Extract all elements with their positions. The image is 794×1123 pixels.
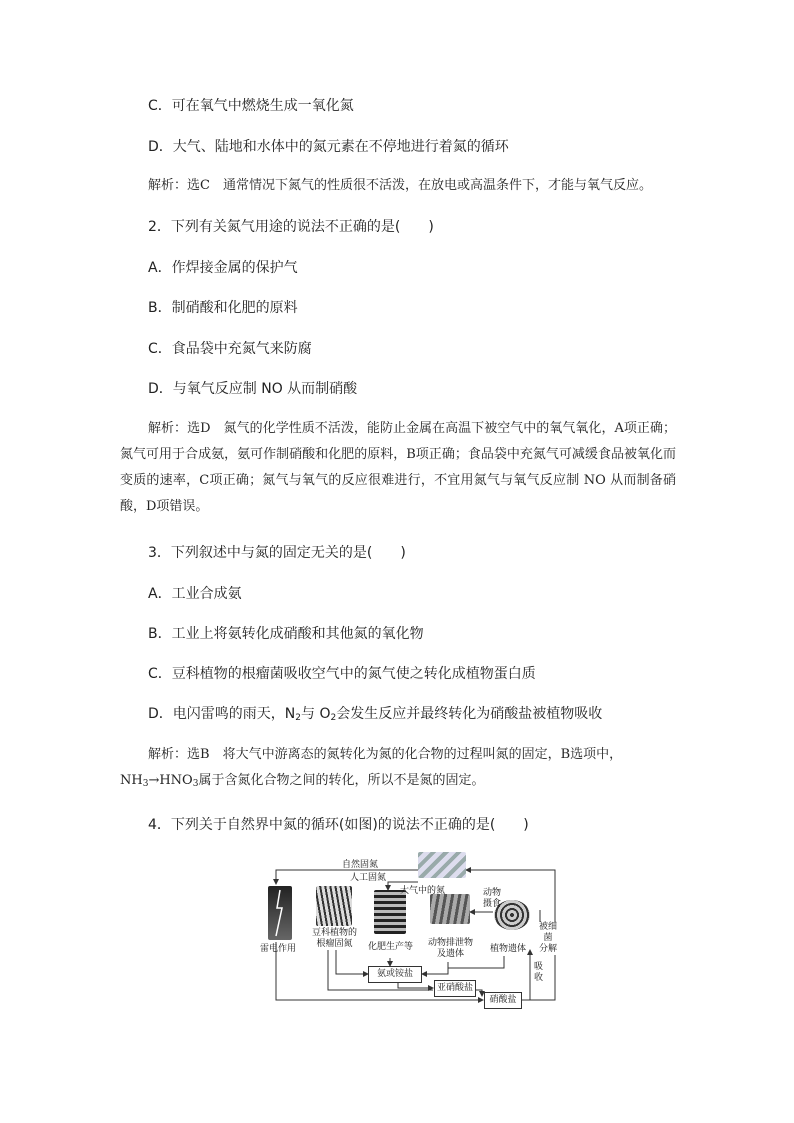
animals-picture <box>430 894 470 924</box>
label-animal-waste: 动物排泄物 及遗体 <box>428 938 474 959</box>
legume-root-picture <box>316 886 352 926</box>
nitrogen-cycle-diagram <box>260 850 560 1006</box>
q3-explanation-line2: $NH_3\to HNO_3$属于含氮化合物之间的转化，所以不是氮的固定。 <box>120 773 485 789</box>
q2-option-a: A．作焊接金属的保护气 <box>148 260 298 276</box>
label-animal-feeding: 动物 摄食 <box>483 888 502 909</box>
sky-picture <box>418 852 466 878</box>
box-ammonium: 氨或铵盐 <box>368 966 422 983</box>
label-lightning: 雷电作用 <box>260 944 297 954</box>
label-atmosphere-nitrogen: 大气中的氮 <box>400 886 446 896</box>
label-natural-fixation: 自然固氮 <box>342 860 379 870</box>
q1-option-d: D．大气、陆地和水体中的氮元素在不停地进行着氮的循环 <box>148 139 509 155</box>
q3-option-a: A．工业合成氨 <box>148 586 242 602</box>
q4-stem: 4．下列关于自然界中氮的循环(如图)的说法不正确的是( ) <box>148 817 529 833</box>
q3-explanation-line1: 解析：选B 将大气中游离态的氮转化为氮的化合物的过程叫氮的固定，B选项中， <box>148 747 623 762</box>
q1-explanation: 解析：选C 通常情况下氮气的性质很不活泼，在放电或高温条件下，才能与氧气反应。 <box>148 178 652 193</box>
q3-option-d: D．电闪雷鸣的雨天，$N_2$与 $O_2$会发生反应并最终转化为硝酸盐被植物吸收 <box>148 706 603 723</box>
q2-option-b: B．制硝酸和化肥的原料 <box>148 300 298 316</box>
q2-explanation-text: 选D 氮气的化学性质不活泼，能防止金属在高温下被空气中的氧气氧化，A项正确；氮气可用于合成氨，氨可作制硝酸和化肥的原料，B项正确；食品袋中充氮气可减缓食品被氧化而变质的速率，C项正确；氮气与氧气的反应很难进行，不宜用氮气与氧气反应制 NO 从而制备硝酸，D项错误。 <box>120 421 676 514</box>
q3-option-b: B．工业上将氨转化成硝酸和其他氮的氧化物 <box>148 626 424 642</box>
explanation-label: 解析： <box>148 421 188 436</box>
lightning-picture <box>268 886 292 940</box>
q3-stem: 3．下列叙述中与氮的固定无关的是( ) <box>148 545 406 561</box>
q2-option-c: C．食品袋中充氮气来防腐 <box>148 341 312 357</box>
q2-stem: 2．下列有关氮气用途的说法不正确的是( ) <box>148 219 434 235</box>
q3-option-c: C．豆科植物的根瘤菌吸收空气中的氮气使之转化成植物蛋白质 <box>148 666 536 682</box>
label-bacteria-decompose: 被细菌 分解 <box>536 922 560 955</box>
box-nitrite: 亚硝酸盐 <box>434 980 476 997</box>
label-fertilizer: 化肥生产等 <box>368 942 414 952</box>
label-artificial-fixation: 人工固氮 <box>350 873 387 883</box>
q1-option-c: C．可在氧气中燃烧生成一氧化氮 <box>148 98 354 114</box>
box-nitrate: 硝酸盐 <box>484 992 522 1009</box>
label-absorb: 吸 收 <box>534 962 544 983</box>
label-plant-remains: 植物遗体 <box>490 944 527 954</box>
q2-option-d: D．与氧气反应制 NO 从而制硝酸 <box>148 381 358 397</box>
q2-explanation <box>120 416 676 520</box>
label-legume: 豆科植物的 根瘤固氮 <box>312 928 358 949</box>
